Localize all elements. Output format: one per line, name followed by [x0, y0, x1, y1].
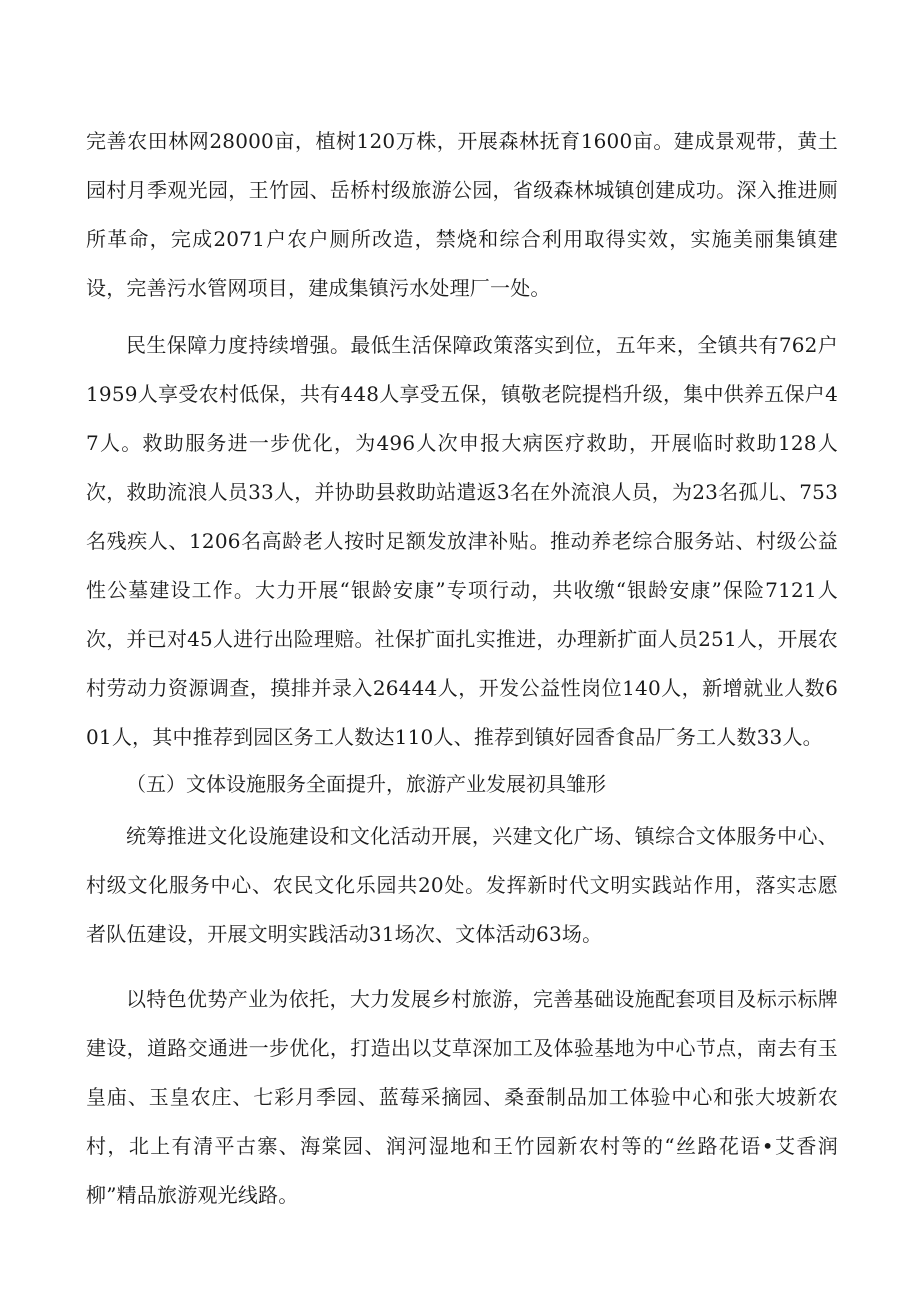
document-page	[86, 117, 838, 1220]
paragraph-rural-tourism: 以特色优势产业为依托，大力发展乡村旅游，完善基础设施配套项目及标示标牌建设，道路交通进一步优化，打造出以艾草深加工及体验基地为中心节点，南去有玉皇庙、玉皇农庄、七彩月季园、蓝莓采摘园、桑蚕制品加工体验中心和张大坡新农村，北上有清平古寨、海棠园、润河湿地和王竹园新农村等的“丝路花语•艾香润柳”精品旅游观光线路。	[86, 987, 838, 1207]
paragraph-ecology: 完善农田林网28000亩，植树120万株，开展森林抚育1600亩。建成景观带，黄土园村月季观光园，王竹园、岳桥村级旅游公园，省级森林城镇创建成功。深入推进厕所革命，完成2071户农户厕所改造，禁烧和综合利用取得实效，实施美丽集镇建设，完善污水管网项目，建成集镇污水处理厂一处。	[86, 129, 838, 300]
section-heading-culture-tourism: （五）文体设施服务全面提升，旅游产业发展初具雏形	[126, 772, 606, 796]
paragraph-livelihood: 民生保障力度持续增强。最低生活保障政策落实到位，五年来，全镇共有762户1959人享受农村低保，共有448人享受五保，镇敬老院提档升级，集中供养五保户47人。救助服务进一步优化，为496人次申报大病医疗救助，开展临时救助128人次，救助流浪人员33人，并协助县救助站遣返3名在外流浪人员，为23名孤儿、753名残疾人、1206名高龄老人按时足额发放津补贴。推动养老综合服务站、村级公益性公墓建设工作。大力开展“银龄安康”专项行动，共收缴“银龄安康”保险7121人次，并已对45人进行出险理赔。社保扩面扎实推进，办理新扩面人员251人，开展农村劳动力资源调查，摸排并录入26444人，开发公益性岗位140人，新增就业人数601人，其中推荐到园区务工人数达110人、推荐到镇好园香食品厂务工人数33人。	[86, 333, 838, 749]
paragraph-culture-facilities: 统筹推进文化设施建设和文化活动开展，兴建文化广场、镇综合文体服务中心、村级文化服务中心、农民文化乐园共20处。发挥新时代文明实践站作用，落实志愿者队伍建设，开展文明实践活动31场次、文体活动63场。	[86, 824, 838, 946]
